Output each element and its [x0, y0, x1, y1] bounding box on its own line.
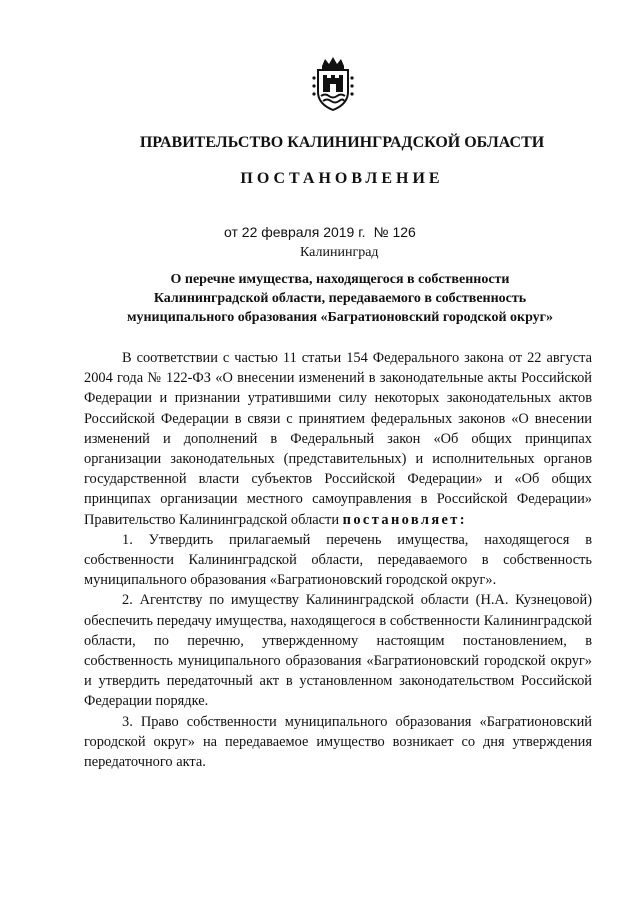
document-date: от 22 февраля 2019 г.: [224, 224, 366, 240]
decree-word: постановляет:: [342, 511, 467, 528]
date-number-line: [224, 224, 416, 240]
document-type-title: ПОСТАНОВЛЕНИЕ: [240, 170, 444, 187]
item-1-paragraph: 1. Утвердить прилагаемый перечень имущества, находящегося в собственности Калининградской области, передаваемого в собственность муниципального образования «Багратионовский городской округ».: [84, 531, 592, 589]
document-body: [84, 348, 592, 772]
subject-line: муниципального образования «Багратионовский городской округ»: [126, 310, 554, 325]
document-city: Калининград: [300, 245, 379, 260]
item-2-paragraph: 2. Агентству по имуществу Калининградской области (Н.А. Кузнецовой) обеспечить передачу имущества, находящегося в собственности Калининградской области, по перечню, утвержденному настоящим постановлением, в собственность муниципального образования «Багратионовский городской округ» и утвердить передаточный акт в установленном законодательством Российской Федерации порядке.: [84, 592, 592, 710]
preamble-text: В соответствии с частью 11 статьи 154 Федерального закона от 22 августа 2004 года № 122-ФЗ «О внесении изменений в законодательные акты Российской Федерации и признании утратившими силу некоторых законодательных актов Российской Федерации в связи с принятием федеральных законов «О внесении изменений и дополнений в Федеральный закон «Об общих принципах организации законодательных (представительных) и исполнительных органов государственной власти субъектов Российской Федерации» и «Об общих принципах организации местного самоуправления в Российской Федерации» Правительство Калининградской области: [84, 350, 592, 528]
organization-title: ПРАВИТЕЛЬСТВО КАЛИНИНГРАДСКОЙ ОБЛАСТИ: [139, 134, 545, 151]
kaliningrad-coat-of-arms-icon: [310, 56, 356, 112]
document-number: № 126: [373, 224, 416, 240]
item-3-paragraph: 3. Право собственности муниципального образования «Багратионовский городской округ» на передаваемое имущество возникает со дня утверждения передаточного акта.: [84, 713, 592, 771]
subject-line: О перечне имущества, находящегося в собственности: [170, 272, 510, 287]
preamble-paragraph: [84, 348, 592, 530]
subject-line: Калининградской области, передаваемого в собственность: [153, 291, 527, 306]
document-subject: [80, 270, 600, 327]
